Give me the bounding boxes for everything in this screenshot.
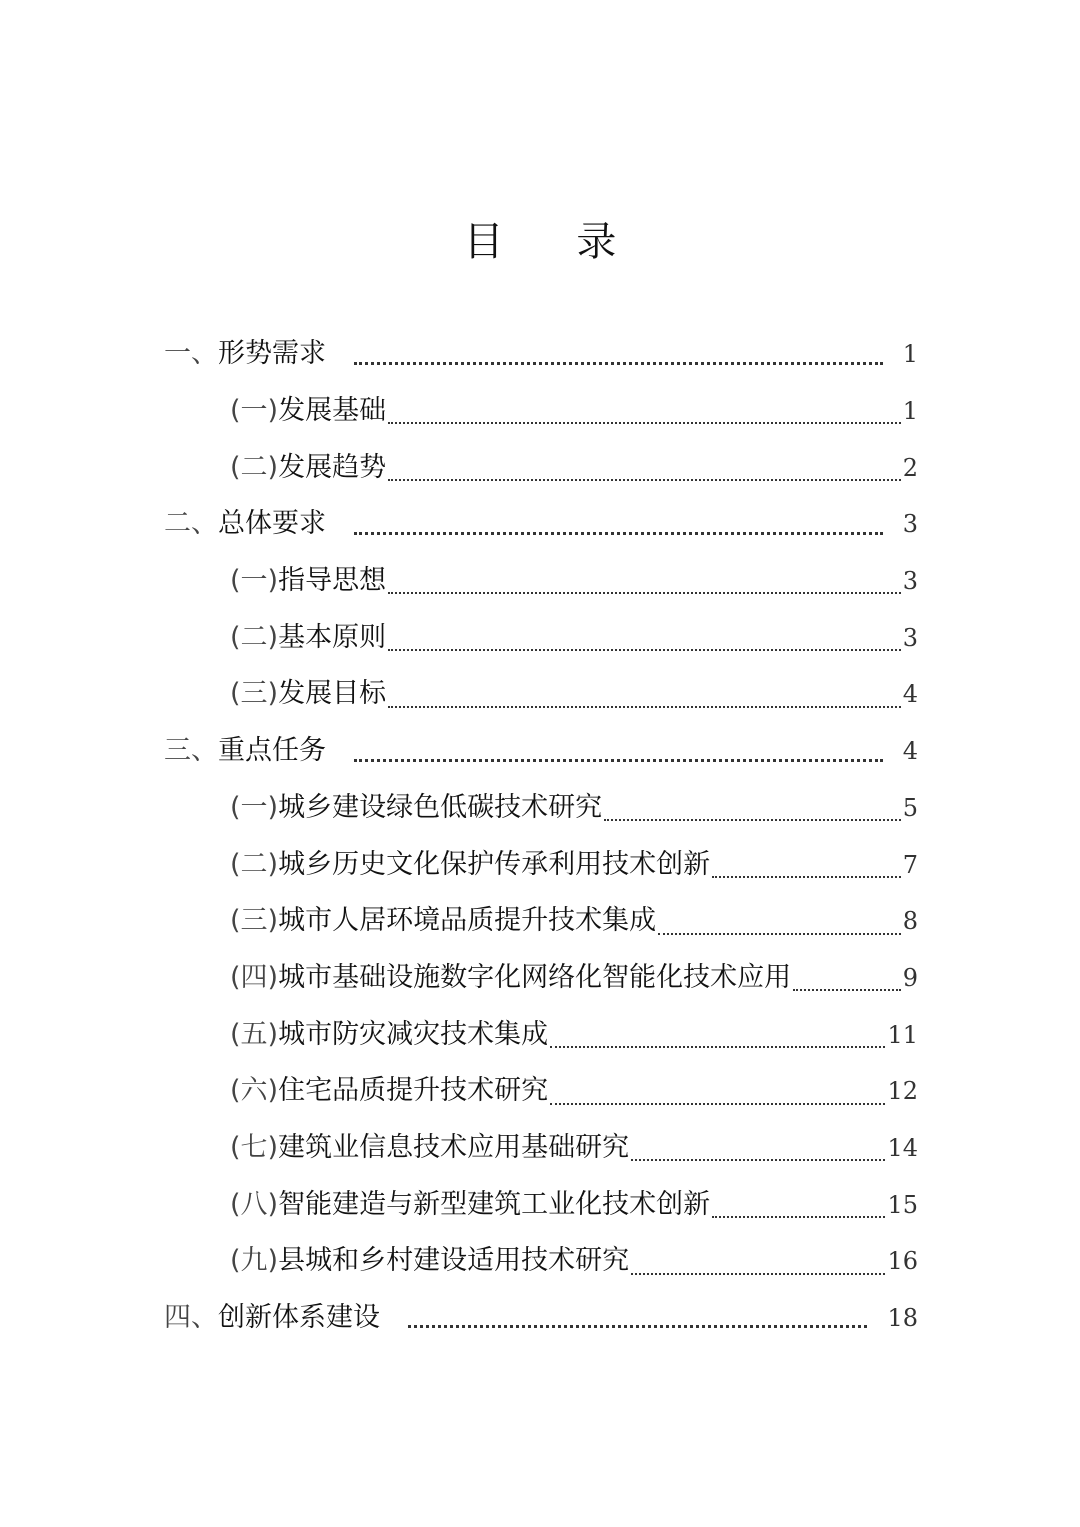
toc-subsection-entry[interactable] — [164, 609, 918, 666]
toc-entry-number: (二) — [230, 621, 279, 653]
toc-entry-text: 重点任务 — [218, 735, 326, 767]
toc-dot-leader — [354, 759, 883, 762]
page-title: 目 录 — [463, 219, 647, 265]
toc-dot-leader — [388, 706, 901, 708]
toc-subsection-entry[interactable] — [164, 1063, 918, 1120]
toc-section-entry[interactable] — [164, 326, 918, 383]
toc-dot-leader — [388, 479, 901, 481]
toc-entry-text: 城乡建设绿色低碳技术研究 — [278, 791, 603, 823]
toc-entry-text: 城乡历史文化保护传承利用技术创新 — [278, 848, 711, 880]
toc-entry-number: (八) — [230, 1188, 279, 1220]
toc-section-entry[interactable] — [164, 723, 918, 780]
toc-entry-label — [230, 901, 656, 941]
toc-entry-label — [230, 1015, 548, 1055]
toc-entry-label — [164, 334, 326, 374]
toc-entry-text: 城市基础设施数字化网络化智能化技术应用 — [278, 961, 792, 993]
toc-entry-text: 指导思想 — [278, 565, 387, 597]
toc-entry-number: (三) — [230, 678, 279, 710]
toc-page-number: 14 — [887, 1133, 918, 1162]
toc-entry-label — [230, 1241, 629, 1281]
toc-subsection-entry[interactable] — [164, 1120, 918, 1177]
toc-dot-leader — [388, 649, 901, 651]
toc-subsection-entry[interactable] — [164, 893, 918, 950]
toc-entry-label — [230, 1071, 548, 1111]
toc-page-number: 16 — [887, 1247, 918, 1276]
toc-entry-number: (五) — [230, 1018, 279, 1050]
toc-entry-label — [164, 731, 326, 771]
toc-page-number: 3 — [902, 510, 918, 539]
toc-entry-label — [230, 391, 386, 431]
toc-entry-label — [230, 674, 386, 714]
toc-entry-label — [230, 561, 386, 601]
toc-entry-text: 创新体系建设 — [218, 1302, 380, 1334]
toc-entry-number: (四) — [230, 961, 279, 993]
toc-entry-text: 基本原则 — [278, 621, 387, 653]
toc-dot-leader — [631, 1159, 885, 1161]
toc-dot-leader — [712, 876, 901, 878]
toc-entry-number: 三、 — [164, 735, 218, 767]
toc-entry-text: 发展基础 — [278, 395, 387, 427]
toc-page-number: 1 — [902, 397, 918, 426]
toc-page-number: 4 — [902, 737, 918, 766]
toc-entry-label — [230, 1128, 629, 1168]
toc-entry-number: (三) — [230, 905, 279, 937]
toc-entry-label — [164, 1298, 380, 1338]
toc-subsection-entry[interactable] — [164, 1233, 918, 1290]
toc-entry-label — [230, 1185, 710, 1225]
toc-entry-number: (六) — [230, 1075, 279, 1107]
toc-subsection-entry[interactable] — [164, 1176, 918, 1233]
toc-subsection-entry[interactable] — [164, 780, 918, 837]
toc-entry-text: 发展目标 — [278, 678, 387, 710]
toc-section-entry[interactable] — [164, 1290, 918, 1347]
toc-entry-number: (一) — [230, 395, 279, 427]
toc-entry-text: 住宅品质提升技术研究 — [278, 1075, 549, 1107]
toc-subsection-entry[interactable] — [164, 1006, 918, 1063]
toc-subsection-entry[interactable] — [164, 439, 918, 496]
toc-dot-leader — [793, 989, 901, 991]
toc-entry-text: 县城和乡村建设适用技术研究 — [278, 1245, 630, 1277]
toc-entry-text: 发展趋势 — [278, 451, 387, 483]
toc-entry-number: (一) — [230, 791, 279, 823]
toc-page-number: 3 — [902, 623, 918, 652]
toc-entry-number: (二) — [230, 451, 279, 483]
toc-page-number: 7 — [902, 850, 918, 879]
toc-dot-leader — [712, 1216, 885, 1218]
toc-entry-number: 二、 — [164, 508, 218, 540]
toc-subsection-entry[interactable] — [164, 836, 918, 893]
toc-page-number: 5 — [902, 793, 918, 822]
toc-subsection-entry[interactable] — [164, 553, 918, 610]
toc-entry-number: (七) — [230, 1131, 279, 1163]
toc-page-number: 11 — [887, 1020, 918, 1049]
toc-dot-leader — [550, 1046, 885, 1048]
toc-dot-leader — [388, 592, 901, 594]
toc-subsection-entry[interactable] — [164, 383, 918, 440]
toc-dot-leader — [408, 1325, 867, 1328]
toc-entry-label — [164, 504, 326, 544]
toc-page-number: 2 — [902, 453, 918, 482]
toc-page-number: 3 — [902, 567, 918, 596]
toc-subsection-entry[interactable] — [164, 666, 918, 723]
toc-entry-number: (九) — [230, 1245, 279, 1277]
toc-dot-leader — [658, 933, 901, 935]
toc-section-entry[interactable] — [164, 496, 918, 553]
toc-entry-number: 四、 — [164, 1302, 218, 1334]
toc-entry-number: (二) — [230, 848, 279, 880]
toc-dot-leader — [388, 422, 901, 424]
toc-dot-leader — [550, 1103, 885, 1105]
toc-entry-label — [230, 618, 386, 658]
toc-dot-leader — [354, 532, 883, 535]
toc-page-number: 12 — [887, 1077, 918, 1106]
toc-page-number: 18 — [887, 1304, 918, 1333]
toc-entry-number: 一、 — [164, 338, 218, 370]
toc-entry-text: 总体要求 — [218, 508, 326, 540]
toc-subsection-entry[interactable] — [164, 950, 918, 1007]
toc-entry-label — [230, 788, 602, 828]
toc-page-number: 15 — [887, 1190, 918, 1219]
toc-dot-leader — [631, 1273, 885, 1275]
toc-page-number: 1 — [902, 340, 918, 369]
toc-page-number: 4 — [902, 680, 918, 709]
toc-dot-leader — [354, 362, 883, 365]
toc-entry-label — [230, 448, 386, 488]
toc-entry-text: 智能建造与新型建筑工业化技术创新 — [278, 1188, 711, 1220]
toc-entry-text: 建筑业信息技术应用基础研究 — [278, 1131, 630, 1163]
toc-entry-text: 形势需求 — [218, 338, 326, 370]
toc-entry-text: 城市防灾减灾技术集成 — [278, 1018, 549, 1050]
toc-dot-leader — [604, 819, 901, 821]
toc-page-number: 8 — [902, 907, 918, 936]
toc-entry-label — [230, 845, 710, 885]
toc-page-number: 9 — [902, 963, 918, 992]
toc-entry-number: (一) — [230, 565, 279, 597]
toc-entry-text: 城市人居环境品质提升技术集成 — [278, 905, 657, 937]
table-of-contents — [164, 326, 918, 1346]
toc-entry-label — [230, 958, 791, 998]
